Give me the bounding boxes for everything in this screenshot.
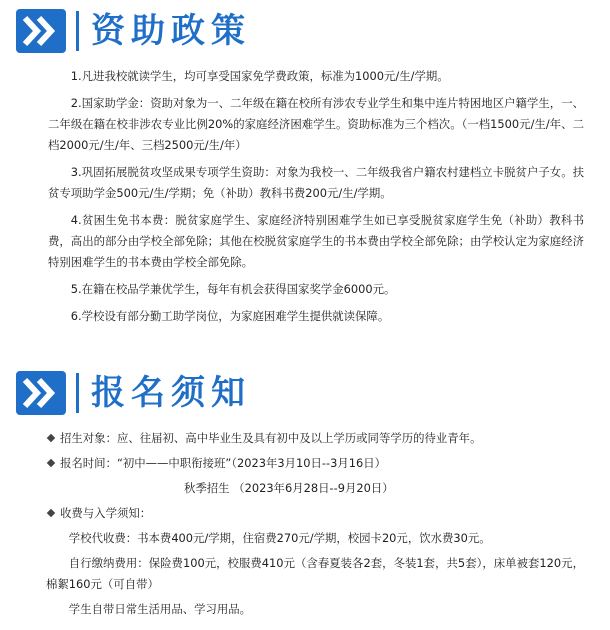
enrollment-target: 招生对象：应、往届初、高中毕业生及具有初中及以上学历或同等学历的待业青年。 (46, 428, 584, 449)
policy-paragraph-2: 2.国家助学金：资助对象为一、二年级在籍在校所有涉农专业学生和集中连片特困地区户籍学生，一、二年级在籍在校非涉农专业比例20%的家庭经济困难学生。资助标准为三个档次。（一档1500元/生/年、二档2000元/生/年、三档2500元/生/年） (48, 96, 584, 152)
policy-paragraph-1: 1.凡进我校就读学生，均可享受国家免学费政策，标准为1000元/生/学期。 (70, 69, 449, 83)
diamond-bullet-icon (47, 459, 55, 467)
registration-time: 报名时间：“初中——中职衔接班”（2023年3月10日--3月16日） (46, 453, 584, 474)
policy-paragraph-5: 5.在籍在校品学兼优学生，每年有机会获得国家奖学金6000元。 (70, 282, 396, 296)
diamond-bullet-icon (47, 434, 55, 442)
double-chevron-right-icon (16, 9, 66, 53)
section-header-financial-aid (16, 8, 251, 54)
registration-content (46, 428, 584, 626)
policy-paragraph-4: 4.贫困生免书本费：脱贫家庭学生、家庭经济特别困难学生如已享受脱贫家庭学生免（补助）教科书费，高出的部分由学校全部免除；其他在校脱贫家庭学生的书本费由学校全部免除；由学校认定为家庭经济特别困难学生的书本费由学校全部免除。 (48, 213, 584, 269)
section-title-financial-aid: 资助政策 (91, 11, 251, 51)
self-supplies: 学生自带日常生活用品、学习用品。 (68, 602, 252, 616)
section-header-registration (16, 370, 251, 416)
school-collected-fees: 学校代收费：书本费400元/学期，住宿费270元/学期，校园卡20元，饮水费30元。 (68, 531, 491, 545)
section-title-registration: 报名须知 (91, 373, 251, 413)
policy-paragraph-6: 6.学校设有部分勤工助学岗位，为家庭困难学生提供就读保障。 (70, 309, 390, 323)
self-paid-fees: 自行缴纳费用：保险费100元，校服费410元（含春夏装各2套，冬装1套，共5套），床单被套120元，棉絮160元（可自带） (46, 556, 584, 591)
policy-paragraph-3: 3.巩固拓展脱贫攻坚成果专项学生资助：对象为我校一、二年级我省户籍农村建档立卡脱贫户子女。扶贫专项助学金500元/生/学期；免（补助）教科书费200元/生/学期。 (48, 165, 584, 200)
header-divider (76, 11, 79, 51)
financial-aid-content (48, 66, 584, 333)
autumn-enrollment-time: 秋季招生 （2023年6月28日--9月20日） (184, 481, 394, 495)
fees-heading: 收费与入学须知： (46, 503, 584, 524)
diamond-bullet-icon (47, 509, 55, 517)
header-divider (76, 373, 79, 413)
double-chevron-right-icon (16, 371, 66, 415)
